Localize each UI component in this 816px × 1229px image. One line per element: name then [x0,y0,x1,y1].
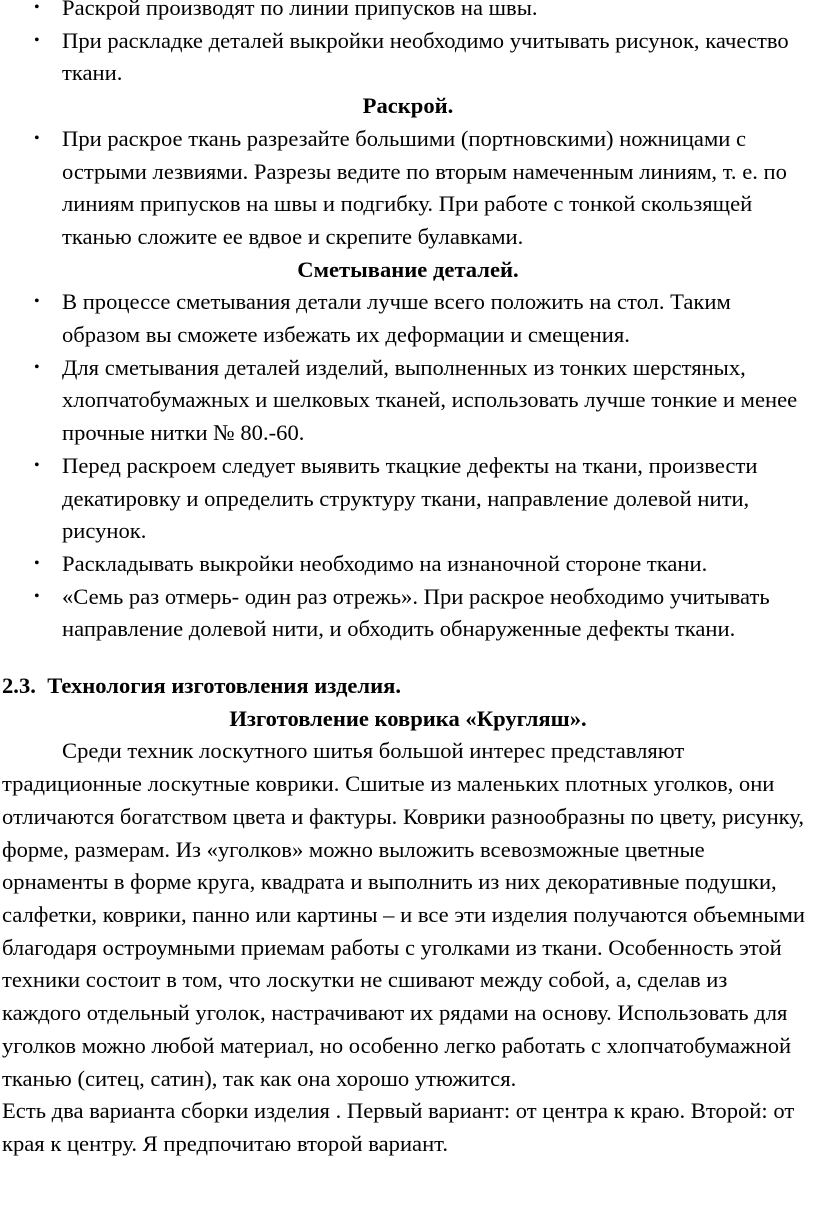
closing-paragraph: Есть два варианта сборки изделия . Первый вариант: от центра к краю. Второй: от края к центру. Я предпочитаю второй вариант. [2,1098,795,1156]
bullet-list-raskroy [0,123,816,254]
heading-smetyvanie: Сметывание деталей. [297,256,519,282]
bullet-icon: • [34,0,40,16]
heading-raskroy: Раскрой. [362,93,454,119]
section-number: 2.3. [2,673,36,699]
list-item: • Для сметывания деталей изделий, выполненных из тонких шерстяных, хлопчатобумажных и шелковых тканей, использовать лучше тонкие и менее прочные нитки № 80.-60. [0,352,816,450]
bullet-list-smetyvanie [0,286,816,646]
list-item: • При раскладке деталей выкройки необходимо учитывать рисунок, качество ткани. [0,25,816,90]
bullet-list-intro [0,0,816,90]
list-item: • При раскрое ткань разрезайте большими (портновскими) ножницами с острыми лезвиями. Разрезы ведите по вторым намеченным линиям, т. е. по линиям припусков на швы и подгибку. При работе с тонкой скользящей тканью сложите ее вдвое и скрепите булавками. [0,123,816,254]
bullet-icon: • [34,456,40,474]
bullet-icon: • [34,129,40,147]
list-item: • Раскладывать выкройки необходимо на изнаночной стороне ткани. [0,548,816,581]
bullet-icon: • [34,31,40,49]
bullet-icon: • [34,358,40,376]
body-paragraph: Среди техник лоскутного шитья большой интерес представляют традиционные лоскутные коврики. Сшитые из маленьких плотных уголков, они отличаются богатством цвета и фактуры. Коврики разнообразны по цвету, рисунку, форме, размерам. Из «уголков» можно выложить всевозможные цветные орнаменты в форме круга, квадрата и выполнить из них декоративные подушки, салфетки, коврики, панно или картины – и все эти изделия получаются объемными благодаря остроумными приемам работы с уголками из ткани. Особенность этой техники состоит в том, что лоскутки не сшивают между собой, а, сделав из каждого отдельный уголок, настрачивают их рядами на основу. Использовать для уголков можно любой материал, но особенно легко работать с хлопчатобумажной тканью (ситец, сатин), так как она хорошо утюжится. [2,738,805,1091]
list-item: • Перед раскроем следует выявить ткацкие дефекты на ткани, произвести декатировку и определить структуру ткани, направление долевой нити, рисунок. [0,450,816,548]
bullet-icon: • [34,554,40,572]
bullet-icon: • [34,587,40,605]
section-title: Технология изготовления изделия. [47,673,401,699]
list-item: • В процессе сметывания детали лучше всего положить на стол. Таким образом вы сможете избежать их деформации и смещения. [0,286,816,351]
list-item: • Раскрой производят по линии припусков на швы. [0,0,816,25]
subheading-kovrik: Изготовление коврика «Кругляш». [229,705,587,731]
section-heading [0,670,816,703]
list-item: • «Семь раз отмерь- один раз отрежь». При раскрое необходимо учитывать направление долевой нити, и обходить обнаруженные дефекты ткани. [0,581,816,646]
bullet-icon: • [34,293,40,311]
